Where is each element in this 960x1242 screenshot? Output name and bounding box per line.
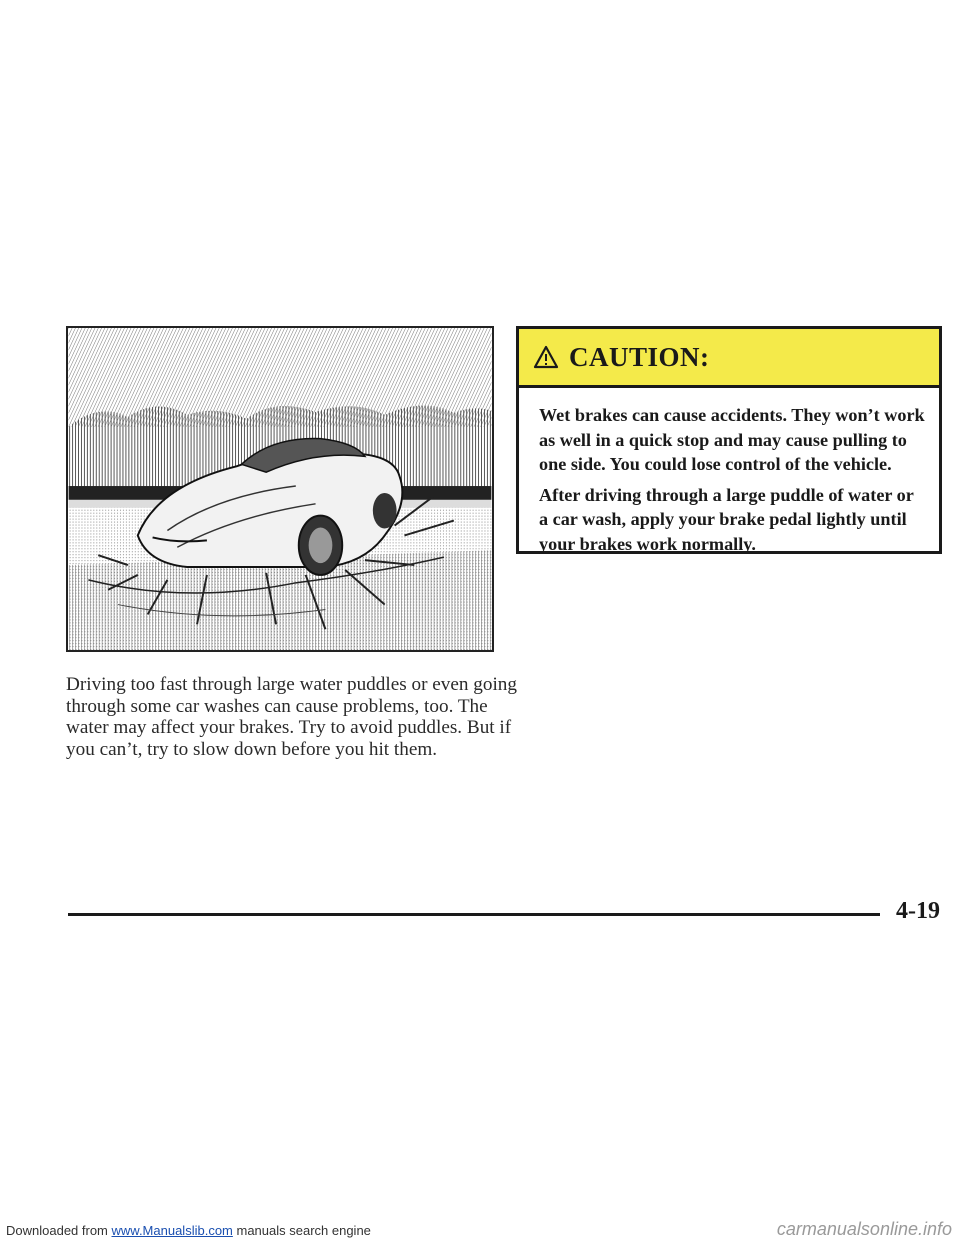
footer-suffix: manuals search engine <box>232 1223 371 1238</box>
car-splash-illustration <box>66 326 494 652</box>
manualslib-link[interactable]: www.Manualslib.com <box>111 1223 233 1238</box>
footer-rule <box>68 913 880 916</box>
warning-triangle-icon <box>533 345 559 369</box>
body-paragraph: Driving too fast through large water puddles or even going through some car washes can cause problems, too. The water may affect your brakes. Try to avoid puddles. But if you can’t, try to slow down before you hit them. <box>66 674 517 760</box>
download-footer <box>6 1223 371 1238</box>
watermark: carmanualsonline.info <box>776 1219 952 1239</box>
caution-title: CAUTION: <box>569 341 710 372</box>
caution-text <box>539 403 925 562</box>
page-number: 4-19 <box>896 898 940 924</box>
caution-header <box>519 329 939 388</box>
caution-paragraph-1: Wet brakes can cause accidents. They won’t work as well in a quick stop and may cause pulling to one side. You could lose control of the vehicle. <box>539 405 925 474</box>
car-driving-through-puddle-image <box>68 328 492 650</box>
caution-box <box>516 326 942 554</box>
footer-prefix: Downloaded from <box>6 1223 112 1238</box>
caution-paragraph-2: After driving through a large puddle of water or a car wash, apply your brake pedal lightly until your brakes work normally. <box>539 484 914 554</box>
